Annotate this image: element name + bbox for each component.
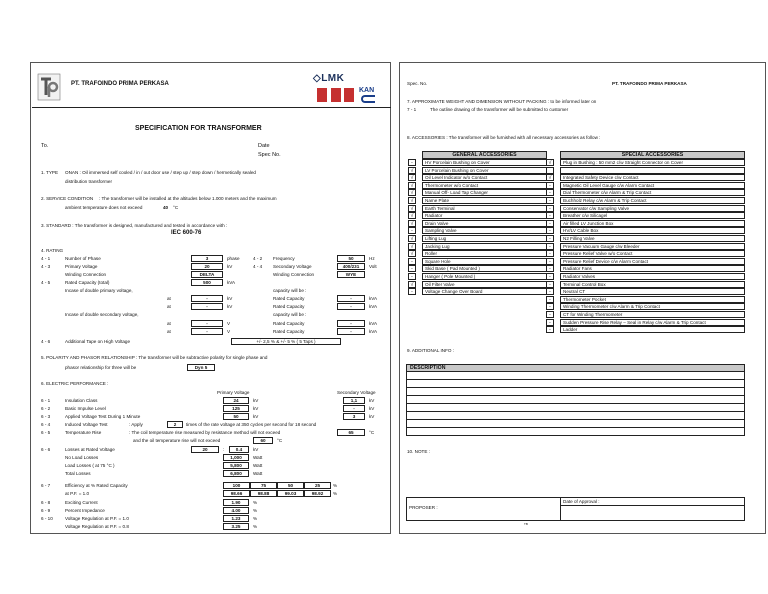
rating-label: Rated Capacity xyxy=(273,321,305,326)
unit-label: kV xyxy=(227,264,233,269)
company-name: PT. TRAFOINDO PRIMA PERKASA xyxy=(612,81,687,86)
special-accessory-mark: - xyxy=(546,319,554,326)
rating-label: capacity will be : xyxy=(273,288,307,293)
general-accessory-item: Oil Filter Valve xyxy=(422,281,547,288)
rating-num: 4 - 3 xyxy=(41,264,51,269)
perf-num: 6 - 8 xyxy=(41,500,51,505)
approval-divider xyxy=(560,497,561,521)
to-label: To. xyxy=(41,143,49,149)
rating-num: 4 - 6 xyxy=(41,339,51,344)
special-accessory-item: Terminal Control Box xyxy=(560,281,745,288)
special-accessory-item: Radiator Valves xyxy=(560,273,745,280)
approval-divider xyxy=(560,505,745,506)
general-accessory-mark: - xyxy=(408,273,416,280)
perf-value: 1.90 xyxy=(223,499,249,506)
rating-num: 4 - 4 xyxy=(253,264,263,269)
unit-label: % xyxy=(253,500,258,505)
efficiency-value: 99.03 xyxy=(277,490,304,497)
tp-monogram-logo-icon xyxy=(37,73,61,101)
perf-label: Efficiency at % Rated Capacity xyxy=(65,483,128,488)
rating-title: 4. RATING xyxy=(41,248,64,253)
general-accessory-mark: √ xyxy=(408,220,416,227)
unit-label: % xyxy=(253,524,258,529)
kan-swoosh-icon xyxy=(361,95,375,103)
losses-hv-value: 20 xyxy=(191,446,219,453)
efficiency-value: 98.66 xyxy=(223,490,250,497)
description-row xyxy=(406,404,745,412)
perf-label: Percent Impedance xyxy=(65,508,105,513)
dash-value: - xyxy=(191,295,223,302)
general-accessory-mark: - xyxy=(408,265,416,272)
winding-primary-value: DELTA xyxy=(191,271,223,278)
special-accessory-mark: - xyxy=(546,288,554,295)
special-accessory-mark: - xyxy=(546,205,554,212)
special-accessory-mark xyxy=(546,167,554,174)
general-accessory-mark: √ xyxy=(408,250,416,257)
unit-label: kV xyxy=(253,414,259,419)
primary-perf-value: 125 xyxy=(223,405,249,412)
general-accessory-item: Hanger ( Pole Mounted ) xyxy=(422,273,547,280)
perf-label: at P.F. = 1.0 xyxy=(65,491,90,496)
general-accessory-item: Roller xyxy=(422,250,547,257)
colon: : xyxy=(223,447,225,452)
rating-num: 4 - 2 xyxy=(253,256,263,261)
apply-label: : Apply xyxy=(129,422,143,427)
special-accessory-item: Neutral CT xyxy=(560,288,745,295)
loss-label: No Load Losses xyxy=(65,455,99,460)
induced-times-value: 2 xyxy=(167,421,183,428)
special-accessory-item: Thermometer Pocket xyxy=(560,296,745,303)
page-title: SPECIFICATION FOR TRANSFORMER xyxy=(135,125,262,132)
perf-label: Voltage Regulation at P.F. = 0.8 xyxy=(65,524,129,529)
polarity-text: phasor relationship for three will be xyxy=(65,365,137,370)
polarity-text: 5. POLARITY AND PHASOR RELATIONSHIP : The transformer will be subtractive polarity for single phase and xyxy=(41,355,268,360)
perf-label: Insulation Class xyxy=(65,398,98,403)
special-accessory-item: Conservator c/w Sampling Valve xyxy=(560,205,745,212)
perf-label: Induced Voltage Test xyxy=(65,422,108,427)
date-label: Date xyxy=(258,143,270,149)
weight-text: The outline drawing of the transformer will be submitted to customer xyxy=(430,107,569,112)
special-accessory-mark: - xyxy=(546,311,554,318)
unit-label: kV xyxy=(253,406,259,411)
general-accessory-item: Jacking Lug xyxy=(422,243,547,250)
special-accessory-mark: - xyxy=(546,265,554,272)
perf-num: 6 - 2 xyxy=(41,406,51,411)
general-accessories-header: GENERAL ACCESSORIES xyxy=(422,151,547,159)
rating-label: Frequency xyxy=(273,256,295,261)
unit-label: Watt xyxy=(253,455,263,460)
special-accessory-item: Dial Thermometer c/w Alarm & Trip Contact xyxy=(560,189,745,196)
cert-badge-icon xyxy=(331,88,341,102)
special-accessory-mark: - xyxy=(546,182,554,189)
rating-label: Secondary Voltage xyxy=(273,264,312,269)
unit-label: kVA xyxy=(369,329,378,334)
perf-value: 3.25 xyxy=(223,523,249,530)
taps-value: +/- 2,5 % & +/- 5 % ( 5 Taps ) xyxy=(231,338,341,345)
description-header: DESCRIPTION xyxy=(406,364,745,372)
unit-label: kV xyxy=(227,296,233,301)
general-accessory-mark: √ xyxy=(408,197,416,204)
date-of-approval-label: Date of Approval : xyxy=(563,499,600,504)
dash-value: - xyxy=(191,328,223,335)
general-accessory-mark: √ xyxy=(408,189,416,196)
type-line: ONAN : Oil immersed self cooled / in / out door use / step up / step down / hermetically sealed xyxy=(65,170,256,175)
special-accessory-mark: - xyxy=(546,227,554,234)
special-accessory-item: Buchholz Relay c/w Alarm & Trip Contact xyxy=(560,197,745,204)
special-accessory-item: Pressure Relief Device c/w Alarm Contact xyxy=(560,258,745,265)
perf-value: 1.23 xyxy=(223,515,249,522)
special-accessory-mark: - xyxy=(546,281,554,288)
general-accessory-mark: - xyxy=(408,258,416,265)
perf-label: Applied Voltage Test During 1 Minute xyxy=(65,414,141,419)
general-accessory-item: Thermometer w/o Contact xyxy=(422,182,547,189)
spec-page-left xyxy=(30,62,391,534)
perf-num: 6 - 1 xyxy=(41,398,51,403)
rating-label: Incase of double secondary voltage, xyxy=(65,312,139,317)
perf-num: 6 - 5 xyxy=(41,430,51,435)
general-accessory-item: Voltage Change Over Board xyxy=(422,288,547,295)
unit-label: % xyxy=(333,483,338,488)
special-accessory-mark: - xyxy=(546,326,554,333)
at-label: at xyxy=(167,321,171,326)
at-label: at xyxy=(167,296,171,301)
perf-label: Voltage Regulation at P.F. = 1.0 xyxy=(65,516,129,521)
description-row xyxy=(406,420,745,428)
unit-label: °C xyxy=(277,438,283,443)
unit-label: % xyxy=(253,516,258,521)
at-label: at xyxy=(167,329,171,334)
rating-num: 4 - 5 xyxy=(41,280,51,285)
unit-label: V xyxy=(227,329,231,334)
general-accessory-item: HV Porcelain Bushing on Cover xyxy=(422,159,547,166)
rating-label: Winding Connection xyxy=(273,272,315,277)
general-accessory-item: Square Hole xyxy=(422,258,547,265)
description-row xyxy=(406,412,745,420)
unit-label: % xyxy=(333,491,338,496)
general-accessory-item: Radiator xyxy=(422,212,547,219)
dash-value: - xyxy=(337,303,365,310)
rating-label: Additional Tape on High Voltage xyxy=(65,339,131,344)
unit-label: phase xyxy=(227,256,240,261)
special-accessory-mark: - xyxy=(546,296,554,303)
special-accessory-mark: - xyxy=(546,258,554,265)
efficiency-load-head: 75 xyxy=(250,482,277,489)
perf-label: Temperature Rise xyxy=(65,430,102,435)
unit-label: Volt xyxy=(369,264,377,269)
primary-voltage-value: 20 xyxy=(191,263,223,270)
special-accessory-item: Ladder xyxy=(560,326,745,333)
unit-label: kV xyxy=(253,398,259,403)
perf-num: 6 - 7 xyxy=(41,483,51,488)
description-row xyxy=(406,396,745,404)
unit-label: kV xyxy=(253,447,259,452)
perf-num: 6 - 3 xyxy=(41,414,51,419)
secondary-perf-value: 3 xyxy=(343,413,365,420)
spec-no-label: Spec. No. xyxy=(407,81,428,86)
perf-label: Basic Impulse Level xyxy=(65,406,106,411)
rating-label: Rated Capacity xyxy=(273,329,305,334)
general-accessory-item: Earth Terminal xyxy=(422,205,547,212)
header-divider xyxy=(32,107,391,108)
ambient-temp-unit: °C xyxy=(173,205,179,210)
spec-no-label: Spec No. xyxy=(258,152,281,158)
general-accessory-mark: - xyxy=(408,227,416,234)
company-name: PT. TRAFOINDO PRIMA PERKASA xyxy=(71,81,169,87)
rating-label: Number of Phase xyxy=(65,256,101,261)
footer-mark: TB xyxy=(524,522,528,526)
losses-lv-value: 0.4 xyxy=(229,446,249,453)
proposer-label: PROPOSER : xyxy=(409,505,438,510)
secondary-perf-value: - xyxy=(343,405,365,412)
general-accessory-item: LV Porcelain Bushing on Cover xyxy=(422,167,547,174)
vector-group-value: Dyn 5 xyxy=(187,364,215,371)
loss-label: Total Losses xyxy=(65,471,91,476)
general-accessory-mark: √ xyxy=(408,174,416,181)
lmk-logo: ◇LMK xyxy=(313,73,345,84)
dash-value: - xyxy=(337,320,365,327)
description-row xyxy=(406,428,745,436)
special-accessory-mark: - xyxy=(546,212,554,219)
note-label: 10. NOTE : xyxy=(407,449,430,454)
frequency-value: 50 xyxy=(337,255,365,262)
general-accessory-mark: √ xyxy=(408,205,416,212)
efficiency-load-head: 50 xyxy=(277,482,304,489)
efficiency-value: 98.88 xyxy=(250,490,277,497)
special-accessory-item: Integrated Safety Device c/w Contact xyxy=(560,174,745,181)
service-text: : The transformer will be installed at the altitudes below 1.000 meters and the maximum xyxy=(99,196,277,201)
special-accessory-mark: - xyxy=(546,243,554,250)
dash-value: - xyxy=(191,320,223,327)
secondary-voltage-head: Secondary Voltage xyxy=(337,390,376,395)
rating-label: Rated Capacity (total) xyxy=(65,280,110,285)
ambient-temp-value: 40 xyxy=(163,205,169,210)
primary-perf-value: 50 xyxy=(223,413,249,420)
unit-label: V xyxy=(227,321,231,326)
temp-text: and the oil temperature rise will not exceed xyxy=(133,438,221,443)
special-accessory-mark: √ xyxy=(546,174,554,181)
dash-value: - xyxy=(337,328,365,335)
unit-label: Watt xyxy=(253,471,263,476)
efficiency-value: 98.92 xyxy=(304,490,331,497)
efficiency-load-head: 25 xyxy=(304,482,331,489)
general-accessory-mark: √ xyxy=(408,235,416,242)
rated-capacity-value: 500 xyxy=(191,279,223,286)
electric-title: 6. ELECTRIC PERFORMANCE : xyxy=(41,381,109,386)
perf-label: Losses at Rated Voltage xyxy=(65,447,115,452)
special-accessories-header: SPECIAL ACCESSORIES xyxy=(560,151,745,159)
kan-logo: KAN xyxy=(359,87,375,94)
secondary-perf-value: 1,1 xyxy=(343,397,365,404)
unit-label: kVA xyxy=(369,321,378,326)
loss-value: 5,800 xyxy=(223,462,249,469)
spec-page-right xyxy=(399,62,766,534)
special-accessory-mark: - xyxy=(546,197,554,204)
rating-label: Incase of double primary voltage, xyxy=(65,288,133,293)
cert-badge-icon xyxy=(344,88,354,102)
unit-label: kV xyxy=(369,414,375,419)
description-row xyxy=(406,372,745,380)
general-accessory-item: Drain Valve xyxy=(422,220,547,227)
rating-label: Winding Connection xyxy=(65,272,107,277)
general-accessory-mark: √ xyxy=(408,212,416,219)
service-number: 2. SERVICE CONDITION xyxy=(41,196,94,201)
unit-label: Watt xyxy=(253,463,263,468)
perf-value: 4.00 xyxy=(223,507,249,514)
unit-label: % xyxy=(253,508,258,513)
secondary-voltage-value: 400/231 xyxy=(337,263,365,270)
special-accessory-item: Magnetic Oil Level Gauge c/w Alarm Contact xyxy=(560,182,745,189)
general-accessory-mark: √ xyxy=(408,243,416,250)
special-accessory-mark: - xyxy=(546,220,554,227)
at-label: at xyxy=(167,304,171,309)
special-accessory-mark: - xyxy=(546,273,554,280)
perf-num: 6 - 9 xyxy=(41,508,51,513)
service-text: ambient temperature does not exceed xyxy=(65,205,143,210)
loss-label: Load Losses ( at 75 °C ) xyxy=(65,463,115,468)
temp-text: : The coil temperature rise measured by resistance method will not exceed xyxy=(129,430,281,435)
special-accessory-item: CT for Winding Thermometer xyxy=(560,311,745,318)
standard-value: IEC 600-76 xyxy=(171,230,202,236)
special-accessory-mark: - xyxy=(546,303,554,310)
general-accessory-item: Lifting Lug xyxy=(422,235,547,242)
diamond-icon: ◇ xyxy=(313,73,322,84)
general-accessory-item: Skid Base ( Pad Mounted ) xyxy=(422,265,547,272)
rating-num: 4 - 1 xyxy=(41,256,51,261)
dash-value: - xyxy=(337,295,365,302)
general-accessory-mark: - xyxy=(408,159,416,166)
special-accessory-item: Breather c/w Silicagel xyxy=(560,212,745,219)
special-accessory-mark: √ xyxy=(546,159,554,166)
special-accessory-mark: - xyxy=(546,250,554,257)
loss-value: 6,800 xyxy=(223,470,249,477)
unit-label: kV xyxy=(227,304,233,309)
efficiency-load-head: 100 xyxy=(223,482,250,489)
weight-text: 7. APPROXIMATE WEIGHT AND DIMENSION WITHOUT PACKING : to be informed later on xyxy=(407,99,597,104)
special-accessory-item: Plug in Bushing : 50 mm2 c/w Straight Connector on Cover xyxy=(560,159,745,166)
accessories-title: 8. ACCESSORIES : The transformer will be furnished with all necessary accessories as follow : xyxy=(407,135,601,140)
general-accessory-mark: - xyxy=(408,288,416,295)
unit-label: °C xyxy=(369,430,375,435)
winding-secondary-value: WYE xyxy=(337,271,365,278)
general-accessory-mark: √ xyxy=(408,182,416,189)
special-accessory-item: N2 Filling Valve xyxy=(560,235,745,242)
rating-label: capacity will be : xyxy=(273,312,307,317)
weight-num: 7 - 1 xyxy=(407,107,417,112)
unit-label: kVA xyxy=(369,304,378,309)
special-accessory-item: HV/LV Cable Box xyxy=(560,227,745,234)
standard-text: 3. STANDARD : The transformer is designed, manufactured and tested in accordance with : xyxy=(41,223,228,228)
general-accessory-item: Name Plate xyxy=(422,197,547,204)
special-accessory-mark: - xyxy=(546,189,554,196)
additional-info-label: 9. ADDITIONAL INFO : xyxy=(407,348,455,353)
rating-label: Rated Capacity xyxy=(273,296,305,301)
general-accessory-item: Manual Off- Load Tap Changer xyxy=(422,189,547,196)
general-accessory-item: Sampling Valve xyxy=(422,227,547,234)
description-row xyxy=(406,388,745,396)
unit-label: kVA xyxy=(369,296,378,301)
perf-num: 6 - 6 xyxy=(41,447,51,452)
description-row xyxy=(406,380,745,388)
type-number: 1. TYPE xyxy=(41,170,59,175)
general-accessory-mark: √ xyxy=(408,167,416,174)
general-accessory-item: Oil Level Indicator w/o Contact xyxy=(422,174,547,181)
loss-value: 1,000 xyxy=(223,454,249,461)
primary-perf-value: 24 xyxy=(223,397,249,404)
primary-voltage-head: Primary Voltage xyxy=(217,390,250,395)
phase-value: 3 xyxy=(191,255,223,262)
special-accessory-item: Pressure Vacuum Gauge c/w Bleeder xyxy=(560,243,745,250)
type-line: distribution transformer xyxy=(65,179,112,184)
induced-text: times of the rate voltage at 350 cycles per second for 18 second xyxy=(186,422,317,427)
perf-num: 6 - 4 xyxy=(41,422,51,427)
unit-label: kV xyxy=(369,406,375,411)
rating-label: Primary Voltage xyxy=(65,264,98,269)
special-accessory-item: Sudden Pressure Rise Relay – Seal in Relay c/w Alarm & Trip Contact xyxy=(560,319,745,326)
special-accessory-item xyxy=(560,167,745,174)
special-accessory-mark: - xyxy=(546,235,554,242)
cert-badge-icon xyxy=(317,88,327,102)
unit-label: kVA xyxy=(227,280,236,285)
perf-label: Exciting Current xyxy=(65,500,98,505)
coil-temp-rise-value: 65 xyxy=(337,429,365,436)
general-accessory-mark: √ xyxy=(408,281,416,288)
special-accessory-item: Radiator Fans xyxy=(560,265,745,272)
dash-value: - xyxy=(191,303,223,310)
special-accessory-item: Pressure Relief Valve w/o Contact xyxy=(560,250,745,257)
rating-label: Rated Capacity xyxy=(273,304,305,309)
unit-label: kV xyxy=(369,398,375,403)
perf-num: 6 - 10 xyxy=(41,516,53,521)
unit-label: Hz xyxy=(369,256,375,261)
oil-temp-rise-value: 60 xyxy=(253,437,273,444)
special-accessory-item: Winding Thermometer c/w Alarm & Trip Contact xyxy=(560,303,745,310)
special-accessory-item: Air filled LV Junction Box xyxy=(560,220,745,227)
